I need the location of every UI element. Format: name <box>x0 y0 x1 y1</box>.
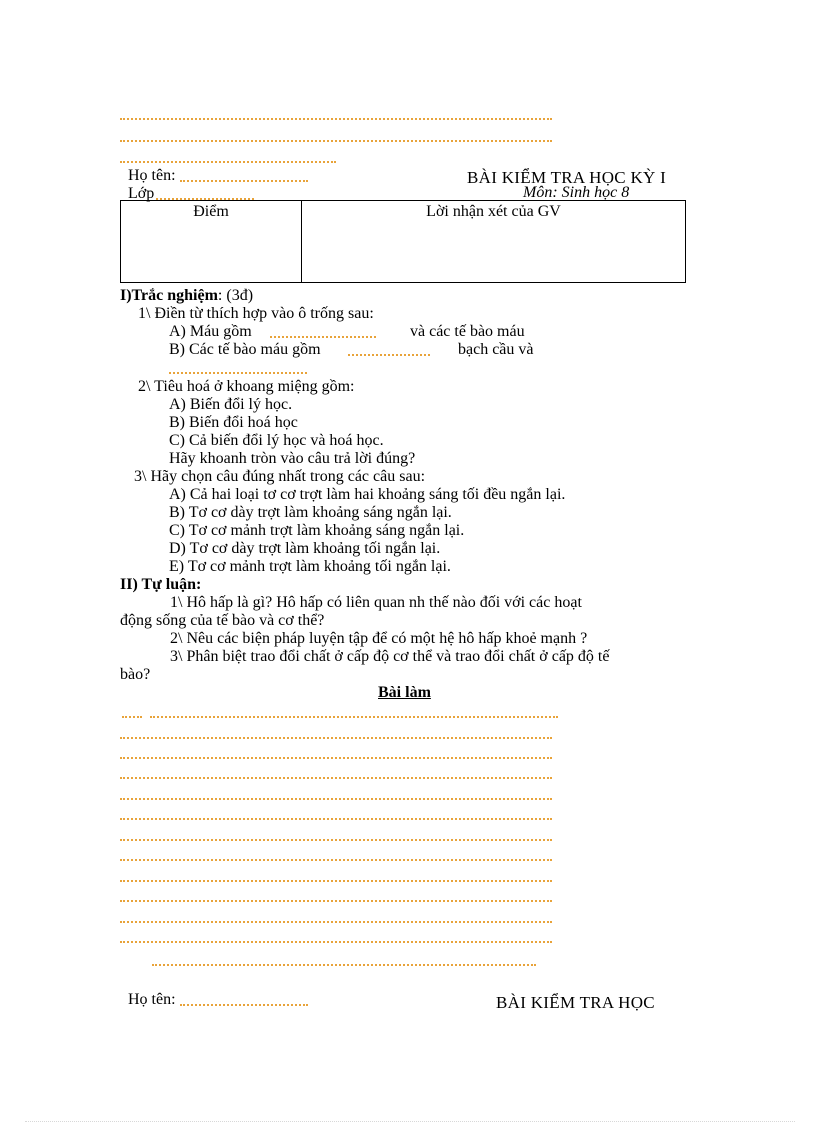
q3-option-a[interactable]: A) Cả hai loại tơ cơ trợt làm hai khoảng sáng tối đều ngắn lại. <box>169 486 566 503</box>
q2-instruction: Hãy khoanh tròn vào câu trả lời đúng? <box>169 450 416 467</box>
essay-q1-line1: 1\ Hô hấp là gì? Hô hấp có liên quan nh thế nào đối với các hoạt <box>170 594 582 611</box>
top-dotted-line-1 <box>120 118 552 120</box>
q1-label: 1\ Điền từ thích hợp vào ô trống sau: <box>138 305 374 322</box>
q1-b-prefix: B) Các tế bào máu gồm <box>169 341 321 358</box>
q3-option-c[interactable]: C) Tơ cơ mảnh trợt làm khoảng sáng ngắn lại. <box>169 522 465 539</box>
footer-name-field[interactable] <box>180 1004 308 1006</box>
comment-cell <box>302 201 686 283</box>
exam-title: BÀI KIỂM TRA HỌC KỲ I <box>467 168 667 187</box>
essay-q1-line2: động sống của tế bào và cơ thể? <box>120 612 325 629</box>
part1-heading: I)Trắc nghiệm <box>120 287 218 304</box>
answer-line-10[interactable] <box>120 900 552 902</box>
class-label: Lớp <box>128 185 155 202</box>
answer-heading: Bài làm <box>378 684 431 701</box>
part1-points: : (3đ) <box>217 287 254 304</box>
answer-line-5[interactable] <box>120 798 552 800</box>
answer-line-9[interactable] <box>120 880 552 882</box>
q2-label: 2\ Tiêu hoá ở khoang miệng gồm: <box>138 378 355 395</box>
footer-exam-title: BÀI KIỂM TRA HỌC <box>496 993 655 1012</box>
q1-b-suffix: bạch cầu và <box>458 341 534 358</box>
q3-option-d[interactable]: D) Tơ cơ dày trợt làm khoảng tối ngắn lại. <box>169 540 441 557</box>
q1-a-prefix: A) Máu gồm <box>169 323 252 340</box>
footer-name-label: Họ tên: <box>128 991 176 1008</box>
q3-option-e[interactable]: E) Tơ cơ mảnh trợt làm khoảng tối ngắn lại. <box>169 558 451 575</box>
answer-line-2[interactable] <box>120 737 552 739</box>
q1-b-blank-2[interactable] <box>169 372 307 374</box>
score-header: Điểm <box>193 203 229 220</box>
answer-line-13[interactable] <box>152 964 536 966</box>
q3-label: 3\ Hãy chọn câu đúng nhất trong các câu sau: <box>134 468 426 485</box>
top-dotted-line-2 <box>120 140 552 142</box>
name-field[interactable] <box>180 180 308 182</box>
answer-line-3[interactable] <box>120 757 552 759</box>
part1-heading-row <box>120 287 253 305</box>
answer-line-7[interactable] <box>120 839 552 841</box>
essay-q3-line1: 3\ Phân biệt trao đổi chất ở cấp độ cơ thể và trao đổi chất ở cấp độ tế <box>170 648 610 665</box>
score-cell <box>121 201 302 283</box>
score-table <box>120 200 686 283</box>
q1-a-suffix: và các tế bào máu <box>410 323 525 340</box>
answer-line-11[interactable] <box>120 921 552 923</box>
answer-line-1b[interactable] <box>150 716 558 718</box>
subject-label: Môn: Sinh học 8 <box>523 184 630 201</box>
q3-option-b[interactable]: B) Tơ cơ dày trợt làm khoảng sáng ngắn lại. <box>169 504 452 521</box>
answer-line-8[interactable] <box>120 859 552 861</box>
top-dotted-line-3 <box>120 161 336 163</box>
q2-option-a[interactable]: A) Biến đổi lý học. <box>169 396 293 413</box>
q1-b-blank[interactable] <box>348 354 430 356</box>
part2-heading: II) Tự luận: <box>120 576 202 593</box>
page-bottom-divider <box>25 1121 795 1122</box>
comment-header: Lời nhận xét của GV <box>426 203 561 220</box>
answer-line-12[interactable] <box>120 941 552 943</box>
q2-option-c[interactable]: C) Cả biến đổi lý học và hoá học. <box>169 432 384 449</box>
answer-line-6[interactable] <box>120 818 552 820</box>
q1-a-blank[interactable] <box>270 336 376 338</box>
answer-line-4[interactable] <box>120 777 552 779</box>
essay-q2: 2\ Nêu các biện pháp luyện tập để có một hệ hô hấp khoẻ mạnh ? <box>170 630 588 647</box>
q2-option-b[interactable]: B) Biến đổi hoá học <box>169 414 298 431</box>
name-label: Họ tên: <box>128 167 176 184</box>
essay-q3-line2: bào? <box>120 666 151 683</box>
answer-line-1a[interactable] <box>122 716 142 718</box>
